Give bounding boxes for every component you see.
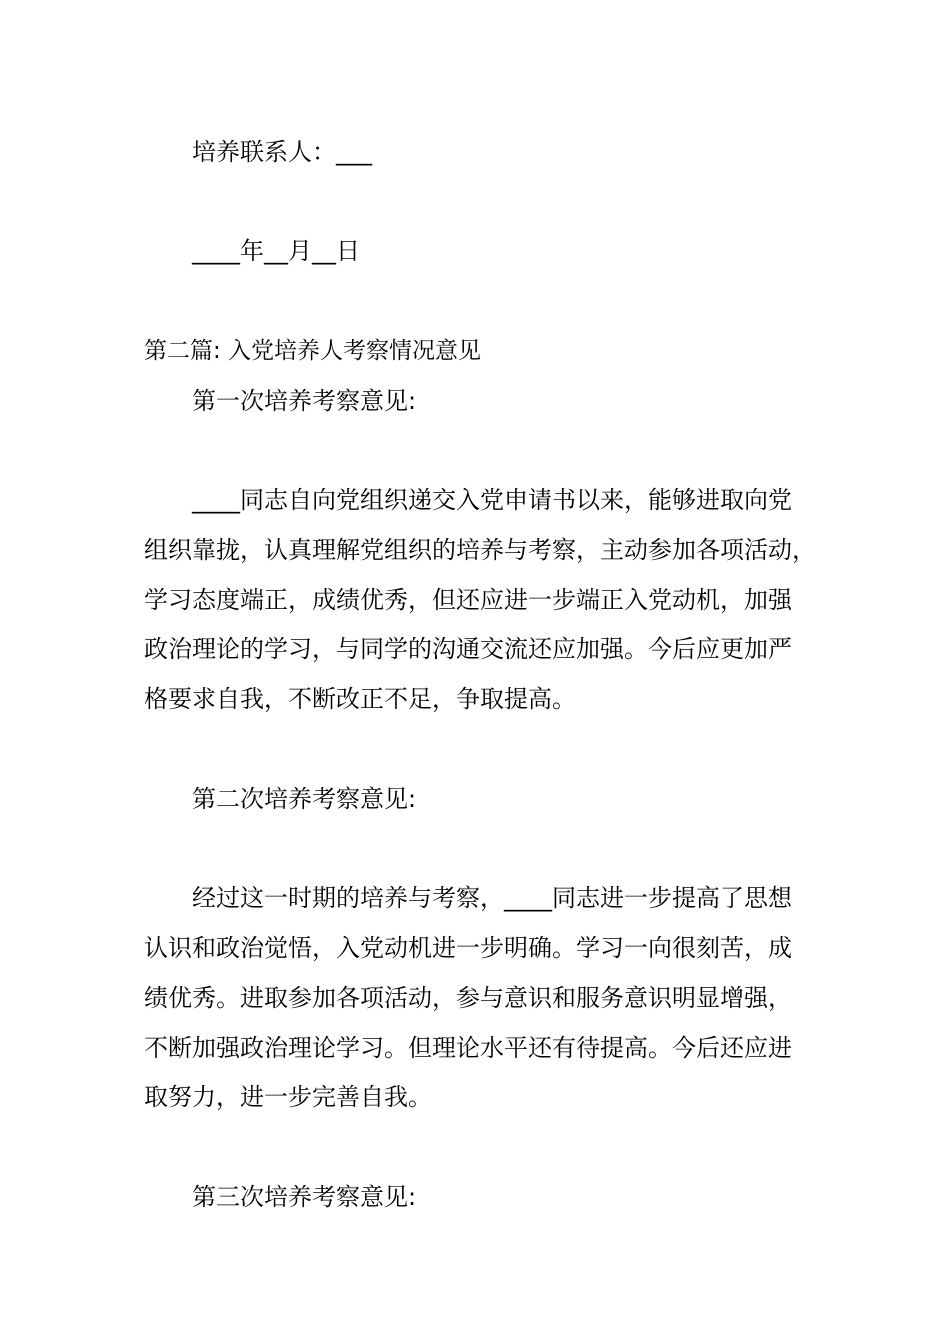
second-review-line: 经过这一时期的培养与考察，____同志进一步提高了思想 [192,884,792,912]
first-review-line: ____同志自向党组织递交入党申请书以来，能够进取向党 [192,486,792,514]
date-line: ____年__月__日 [192,237,360,265]
first-review-line: 学习态度端正，成绩优秀，但还应进一步端正入党动机，加强 [144,586,792,614]
first-review-line: 格要求自我，不断改正不足，争取提高。 [144,685,576,713]
first-review-line: 政治理论的学习，与同学的沟通交流还应加强。今后应更加严 [144,635,792,663]
second-review-line: 绩优秀。进取参加各项活动，参与意识和服务意识明显增强， [144,984,792,1012]
section-title: 第二篇: 入党培养人考察情况意见 [144,338,482,364]
first-review-heading: 第一次培养考察意见: [192,387,417,415]
second-review-line: 认识和政治觉悟，入党动机进一步明确。学习一向很刻苦，成 [144,934,792,962]
contact-line: 培养联系人：___ [192,138,372,166]
second-review-heading: 第二次培养考察意见: [192,785,417,813]
second-review-line: 不断加强政治理论学习。但理论水平还有待提高。今后还应进 [144,1034,792,1062]
third-review-heading: 第三次培养考察意见: [192,1183,417,1211]
second-review-line: 取努力，进一步完善自我。 [144,1083,432,1111]
first-review-line: 组织靠拢，认真理解党组织的培养与考察，主动参加各项活动， [144,536,816,564]
